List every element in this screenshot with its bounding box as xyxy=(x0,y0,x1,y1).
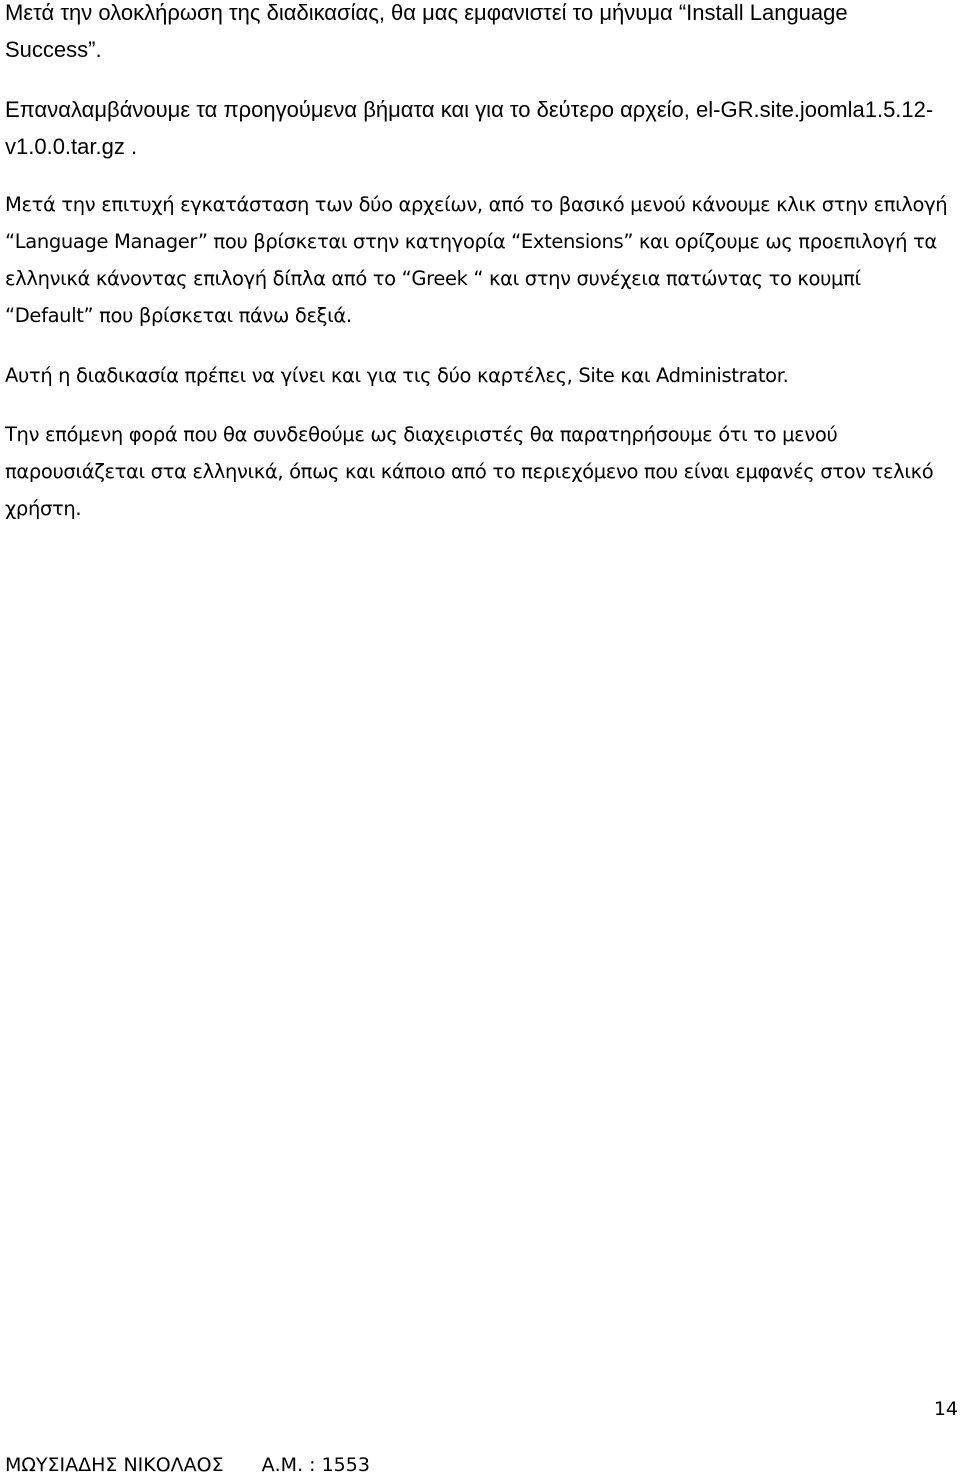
paragraph-both-tabs: Αυτή η διαδικασία πρέπει να γίνει και για τις δύο καρτέλες, Site και Administrator. xyxy=(5,364,789,387)
paragraph-next-login: Την επόμενη φορά που θα συνδεθούμε ως διαχειριστές θα παρατηρήσουμε ότι το μενού παρουσιάζεται στα ελληνικά, όπως και κάποιο από το περιεχόμενο που είναι εμφανές στον τελικό χρήστη. xyxy=(5,423,934,520)
footer-student-id: Α.Μ. : 1553 xyxy=(261,1454,370,1476)
paragraph-install-success: Μετά την ολοκλήρωση της διαδικασίας, θα μας εμφανιστεί το μήνυμα “Install Language Success”. xyxy=(5,0,848,62)
page-footer xyxy=(5,1454,370,1476)
paragraph-repeat-steps: Επαναλαμβάνουμε τα προηγούμενα βήματα και για το δεύτερο αρχείο, el-GR.site.joomla1.5.12-v1.0.0.tar.gz . xyxy=(5,97,934,159)
paragraph-language-manager: Μετά την επιτυχή εγκατάσταση των δύο αρχείων, από το βασικό μενού κάνουμε κλικ στην επιλογή “Language Manager” που βρίσκεται στην κατηγορία “Extensions” και ορίζουμε ως προεπιλογή τα ελληνικά κάνοντας επιλογή δίπλα από το “Greek “ και στην συνέχεια πατώντας το κουμπί “Default” που βρίσκεται πάνω δεξιά. xyxy=(5,193,948,327)
page-number: 14 xyxy=(933,1398,958,1420)
footer-author: ΜΩΥΣΙΑΔΗΣ ΝΙΚΟΛΑΟΣ xyxy=(5,1454,224,1476)
